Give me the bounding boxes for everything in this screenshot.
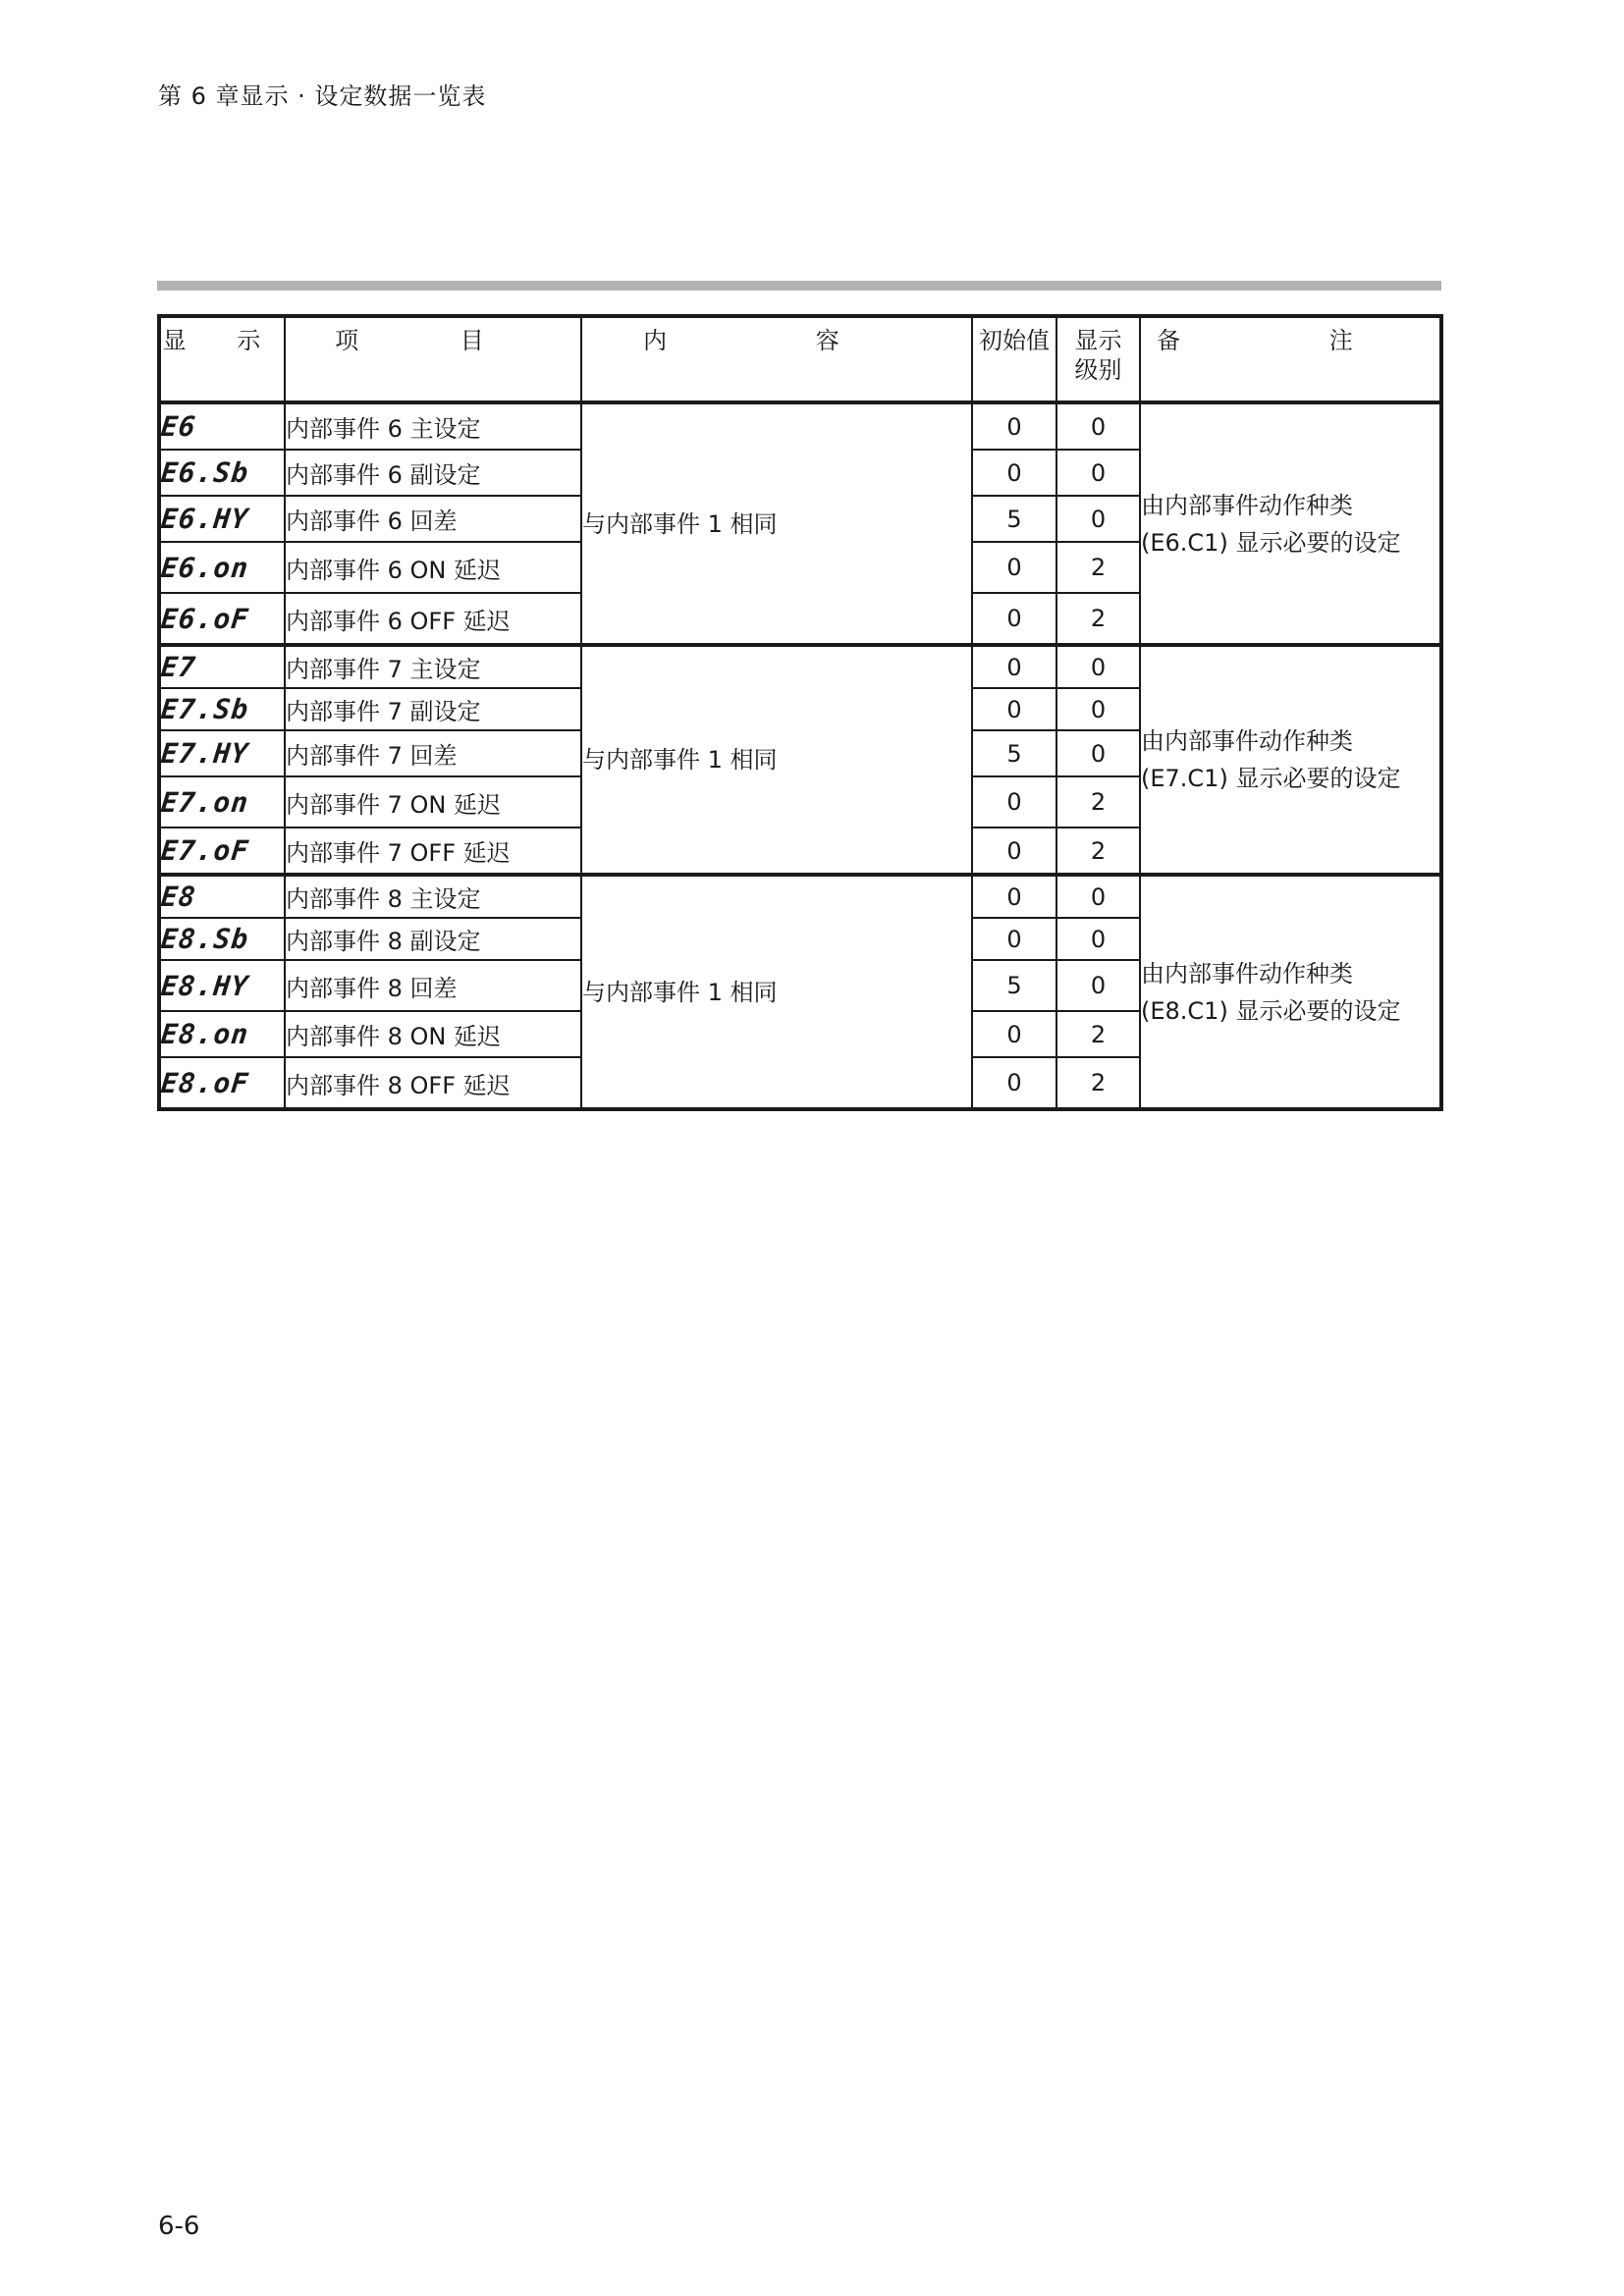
initial-value: 0 <box>972 776 1056 828</box>
item-name: 内部事件 6 回差 <box>285 496 581 542</box>
display-code: E8.oF <box>156 1057 288 1109</box>
display-level: 2 <box>1056 542 1140 593</box>
display-code: E6.HY <box>157 496 288 542</box>
initial-value: 0 <box>972 450 1056 496</box>
initial-value: 0 <box>972 875 1056 918</box>
item-name: 内部事件 6 ON 延迟 <box>285 542 581 593</box>
initial-value: 0 <box>972 593 1056 645</box>
display-code: E8.Sb <box>157 918 288 960</box>
table-group-e6 <box>159 402 1441 645</box>
initial-value: 0 <box>972 542 1056 593</box>
display-code: E6.on <box>156 542 287 593</box>
display-level: 2 <box>1056 1057 1140 1109</box>
content-cell: 与内部事件 1 相同 <box>581 402 972 645</box>
section-divider-bar <box>157 281 1441 291</box>
initial-value: 0 <box>972 918 1056 960</box>
table-row <box>159 402 1441 450</box>
initial-value: 5 <box>972 496 1056 542</box>
display-level: 0 <box>1056 960 1140 1011</box>
display-level: 2 <box>1056 593 1140 645</box>
table-header-row <box>159 316 1441 402</box>
display-code: E7 <box>157 645 288 688</box>
item-name: 内部事件 8 回差 <box>285 960 581 1011</box>
initial-value: 0 <box>972 1011 1056 1057</box>
display-code: E7.HY <box>157 730 288 776</box>
item-name: 内部事件 8 主设定 <box>285 875 581 918</box>
display-code: E6.oF <box>156 593 288 645</box>
initial-value: 0 <box>972 1057 1056 1109</box>
table-group-e7 <box>159 645 1441 875</box>
initial-value: 0 <box>972 402 1056 450</box>
display-level: 0 <box>1056 918 1140 960</box>
content-cell: 与内部事件 1 相同 <box>581 875 972 1109</box>
page-number: 6-6 <box>158 2212 200 2241</box>
item-name: 内部事件 8 副设定 <box>285 918 581 960</box>
item-name: 内部事件 7 ON 延迟 <box>285 776 581 828</box>
column-header-level: 显示 级别 <box>1056 316 1140 402</box>
page-header: 第 6 章显示 · 设定数据一览表 <box>158 82 487 110</box>
display-code: E8.HY <box>156 960 287 1011</box>
display-code: E7.oF <box>156 828 287 875</box>
settings-table <box>157 314 1443 1111</box>
initial-value: 5 <box>972 730 1056 776</box>
item-name: 内部事件 8 OFF 延迟 <box>285 1057 581 1109</box>
table-group-e8 <box>159 875 1441 1109</box>
display-code: E7.Sb <box>157 688 288 730</box>
display-level: 0 <box>1056 875 1140 918</box>
display-level: 2 <box>1056 1011 1140 1057</box>
column-header-item: 项 目 <box>285 316 581 402</box>
display-level: 0 <box>1056 450 1140 496</box>
display-code: E8.on <box>157 1011 288 1057</box>
note-cell: 由内部事件动作种类 (E6.C1) 显示必要的设定 <box>1140 402 1441 645</box>
item-name: 内部事件 8 ON 延迟 <box>285 1011 581 1057</box>
display-level: 0 <box>1056 402 1140 450</box>
note-cell: 由内部事件动作种类 (E7.C1) 显示必要的设定 <box>1140 645 1441 875</box>
item-name: 内部事件 7 副设定 <box>285 688 581 730</box>
display-code: E7.on <box>156 776 287 828</box>
display-level: 0 <box>1056 688 1140 730</box>
display-code: E6.Sb <box>157 450 288 496</box>
display-code: E6 <box>156 402 287 450</box>
item-name: 内部事件 6 主设定 <box>285 402 581 450</box>
display-level: 0 <box>1056 496 1140 542</box>
column-header-note: 备 注 <box>1140 316 1441 402</box>
item-name: 内部事件 7 回差 <box>285 730 581 776</box>
initial-value: 0 <box>972 688 1056 730</box>
table-row <box>159 645 1441 688</box>
item-name: 内部事件 7 OFF 延迟 <box>285 828 581 875</box>
column-header-content: 内 容 <box>581 316 972 402</box>
content-cell: 与内部事件 1 相同 <box>581 645 972 875</box>
item-name: 内部事件 6 OFF 延迟 <box>285 593 581 645</box>
display-level: 2 <box>1056 776 1140 828</box>
initial-value: 0 <box>972 645 1056 688</box>
item-name: 内部事件 7 主设定 <box>285 645 581 688</box>
display-code: E8 <box>157 875 288 918</box>
display-level: 0 <box>1056 730 1140 776</box>
display-level: 2 <box>1056 828 1140 875</box>
item-name: 内部事件 6 副设定 <box>285 450 581 496</box>
note-cell: 由内部事件动作种类 (E8.C1) 显示必要的设定 <box>1140 875 1441 1109</box>
initial-value: 0 <box>972 828 1056 875</box>
initial-value: 5 <box>972 960 1056 1011</box>
column-header-initial: 初始值 <box>972 316 1056 402</box>
display-level: 0 <box>1056 645 1140 688</box>
column-header-display: 显 示 <box>159 316 285 402</box>
table-row <box>159 875 1441 918</box>
